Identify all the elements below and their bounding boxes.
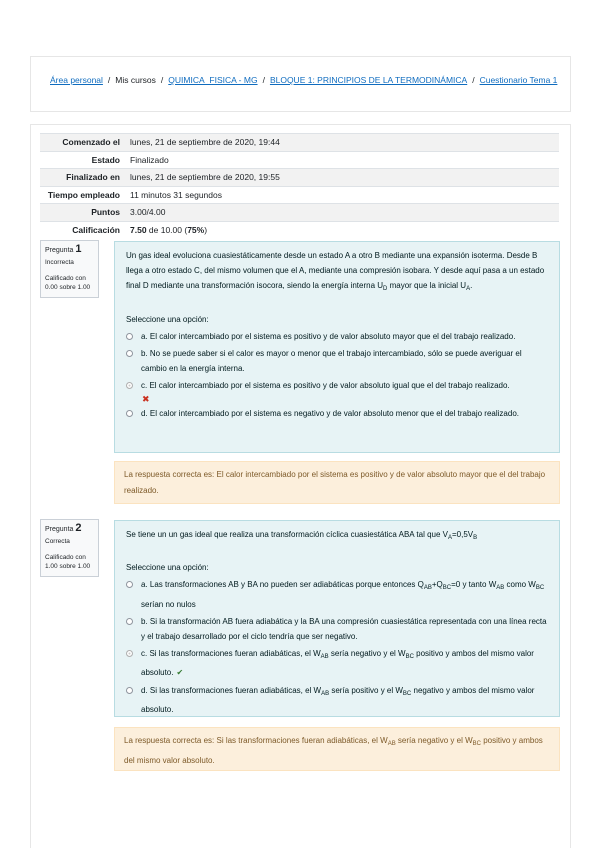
question-1-feedback: La respuesta correcta es: El calor intercambiado por el sistema es positivo y de valor absoluto mayor que el del trabajo realizado.	[114, 461, 560, 504]
radio-button[interactable]	[126, 581, 133, 588]
option-text: d. El calor intercambiado por el sistema es negativo y de valor absoluto menor que el del trabajo realizado.	[141, 408, 519, 418]
question-state: Incorrecta	[45, 259, 74, 266]
answer-option-d[interactable]	[126, 406, 547, 421]
radio-button[interactable]	[126, 350, 133, 357]
grade-score: 7.50	[130, 224, 147, 235]
question-label: Pregunta	[45, 526, 74, 533]
question-1-info	[40, 240, 99, 298]
option-text: b. No se puede saber si el calor es mayor o menor que el trabajo intercambiado, sólo se puede averiguar el cambio en la energía interna.	[141, 349, 522, 374]
answer-option-b[interactable]	[126, 346, 547, 376]
summary-label: Calificación	[40, 221, 125, 238]
grade-of: de 10.00 (	[146, 224, 188, 235]
summary-label: Finalizado en	[40, 169, 125, 187]
option-text: a. Las transformaciones AB y BA no pueden ser adiabáticas porque entonces $Q_{AB}+Q_{BC}=0$ y tanto $W_{AB}$ como $W_{BC}$ serían no nulos	[141, 580, 545, 609]
summary-label: Tiempo empleado	[40, 186, 125, 204]
summary-label: Puntos	[40, 204, 125, 222]
breadcrumb	[50, 74, 557, 86]
summary-row-grade	[40, 221, 559, 238]
radio-button[interactable]	[126, 618, 133, 625]
summary-row-started	[40, 134, 559, 152]
question-2-formulation	[114, 520, 560, 717]
summary-label: Estado	[40, 151, 125, 169]
question-label: Pregunta	[45, 247, 74, 254]
answer-option-b[interactable]	[126, 614, 547, 644]
correct-check-icon: ✔	[176, 668, 184, 678]
breadcrumb-separator: /	[472, 75, 475, 85]
breadcrumb-course[interactable]: QUIMICA_FISICA - MG	[168, 75, 258, 85]
summary-value: lunes, 21 de septiembre de 2020, 19:44	[125, 134, 559, 152]
breadcrumb-block[interactable]: BLOQUE 1: PRINCIPIOS DE LA TERMODINÁMICA	[269, 75, 468, 85]
question-text: Se tiene un un gas ideal que realiza una transformación cíclica cuasiestática ABA tal que $V_A=0,5V_B$	[126, 530, 478, 541]
summary-row-time	[40, 186, 559, 204]
option-text: c. Si las transformaciones fueran adiabáticas, el $W_{AB}$ sería negativo y el $W_{BC}$ positivo y ambos del mismo valor absoluto. ✔	[141, 649, 534, 678]
question-state: Correcta	[45, 538, 70, 545]
summary-row-points	[40, 204, 559, 222]
summary-value	[125, 221, 559, 238]
summary-value: 3.00/4.00	[125, 204, 559, 222]
question-text: Un gas ideal evoluciona cuasiestáticamente desde un estado A a otro B mediante una expansión isoterma. Desde B llega a otro estado C, del mismo volumen que el A, mediante una compresión isobara. Y desde aquí pasa a un estado final D mediante una transformación isocora, siendo la energía interna $U_D$ mayor que la inicial $U_A$.	[126, 251, 545, 293]
answer-option-c[interactable]	[126, 646, 547, 680]
summary-label: Comenzado el	[40, 134, 125, 152]
radio-button-selected[interactable]	[126, 650, 133, 657]
breadcrumb-separator: /	[262, 75, 265, 85]
summary-row-finished	[40, 169, 559, 187]
attempt-summary-table	[40, 133, 559, 238]
summary-value: Finalizado	[125, 151, 559, 169]
grade-close: )	[204, 224, 208, 235]
breadcrumb-separator: /	[107, 75, 111, 85]
answer-option-a[interactable]	[126, 577, 547, 611]
summary-value: 11 minutos 31 segundos	[125, 186, 559, 204]
question-2-info	[40, 519, 99, 577]
answer-prompt: Seleccione una opción:	[126, 314, 209, 324]
summary-value: lunes, 21 de septiembre de 2020, 19:55	[125, 169, 559, 187]
question-number: 2	[75, 522, 82, 534]
option-text: c. El calor intercambiado por el sistema es positivo y de valor absoluto igual que el del trabajo realizado.	[141, 381, 510, 391]
option-text: a. El calor intercambiado por el sistema es positivo y de valor absoluto mayor que el del trabajo realizado.	[141, 331, 516, 341]
option-text: d. Si las transformaciones fueran adiabáticas, el $W_{AB}$ sería positivo y el $W_{BC}$ negativo y ambos del mismo valor absoluto.	[141, 685, 535, 714]
radio-button[interactable]	[126, 687, 133, 694]
summary-row-state	[40, 151, 559, 169]
incorrect-icon: ✖	[142, 393, 150, 404]
breadcrumb-card	[30, 56, 571, 112]
option-text: b. Si la transformación AB fuera adiabática y la BA una compresión cuasiestática representada con una línea recta y el trabajo desarrollado por el ciclo tendría que ser negativo.	[141, 616, 547, 642]
breadcrumb-mis-cursos: Mis cursos	[115, 75, 156, 85]
breadcrumb-quiz[interactable]: Cuestionario Tema 1	[479, 75, 558, 85]
answer-prompt: Seleccione una opción:	[126, 563, 209, 573]
radio-button-selected[interactable]	[126, 382, 133, 389]
question-grade: Calificado con 1.00 sobre 1.00	[45, 554, 91, 570]
answer-option-d[interactable]	[126, 683, 547, 717]
grade-percent: 75%	[187, 224, 205, 235]
question-2-feedback: La respuesta correcta es: Si las transformaciones fueran adiabáticas, el $W_{AB}$ sería negativo y el $W_{BC}$ positivo y ambos del mismo valor absoluto.	[114, 727, 560, 771]
question-1-formulation	[114, 241, 560, 453]
question-number: 1	[75, 243, 82, 255]
radio-button[interactable]	[126, 333, 133, 340]
breadcrumb-area-personal[interactable]: Área personal	[50, 75, 103, 85]
question-grade: Calificado con 0.00 sobre 1.00	[45, 275, 91, 291]
answer-option-a[interactable]	[126, 329, 547, 344]
answer-option-c[interactable]	[126, 378, 547, 393]
breadcrumb-separator: /	[160, 75, 164, 85]
radio-button[interactable]	[126, 410, 133, 417]
